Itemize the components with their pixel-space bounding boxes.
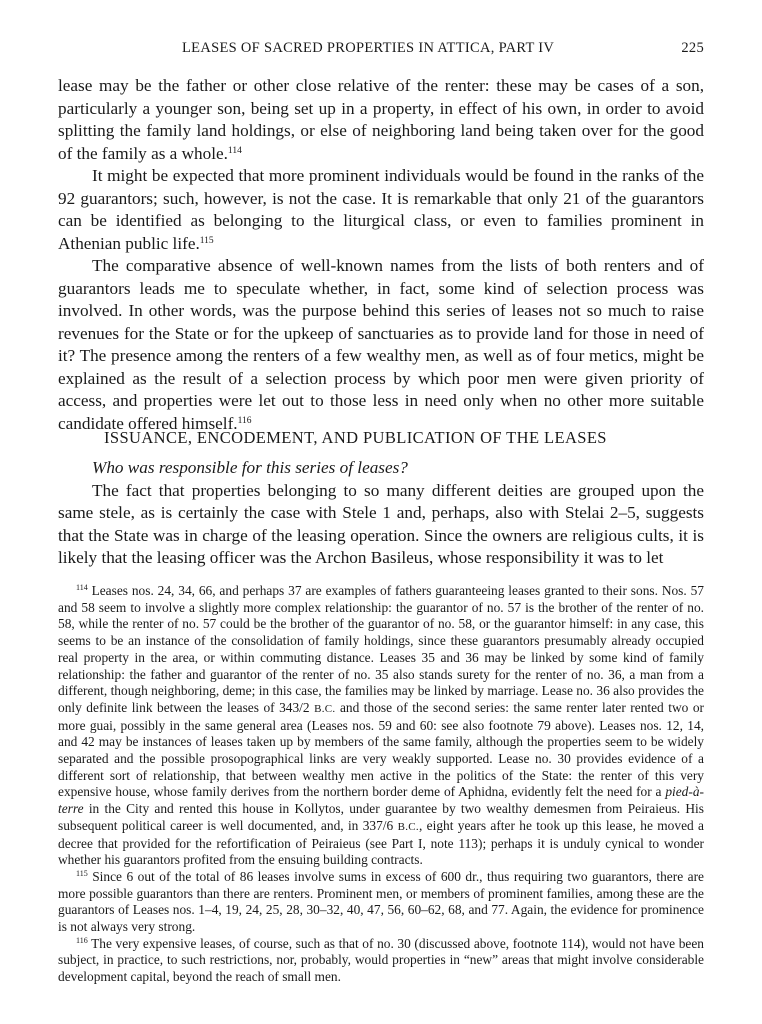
footnote-114-number: 114 — [76, 583, 88, 592]
paragraph-3-text: The comparative absence of well-known names from the lists of both renters and of guarantors leads me to speculate whether, in fact, some kind of selection process was involved. In other words, was the purpose behind this series of leases not so much to raise revenues for the State or for the upkeep of sanctuaries as to provide land for those in need of it? The presence among the renters of a few wealthy men, as well as of four metics, might be explained as the result of a selection process by which poor men were given priority of access, and properties were let out to those less in need only when no other more suitable candidate offered himself. — [58, 256, 704, 433]
footnote-116-text: The very expensive leases, of course, such as that of no. 30 (discussed above, footnote 114), would not have been subject, in practice, to such restrictions, nor, probably, would properties in “new” areas that might involve considerable development capital, beyond the reach of small men. — [58, 935, 704, 985]
paragraph-4: The fact that properties belonging to so many different deities are grouped upon the same stele, as is certainly the case with Stele 1 and, perhaps, also with Stelai 2–5, suggests that the State was in charge of the leasing operation. Since the owners are religious cults, it is likely that the leasing officer was the Archon Basileus, whose responsibility it was to let — [58, 480, 704, 567]
footnote-116-number: 116 — [76, 935, 88, 945]
paragraph-2 — [58, 165, 704, 255]
footnote-ref-116[interactable]: 116 — [237, 415, 252, 426]
footnotes — [58, 583, 704, 986]
section-text — [58, 457, 704, 570]
footnote-115-number: 115 — [76, 868, 88, 878]
paragraph-3 — [58, 255, 704, 435]
footnote-114-era-2: B.C. — [397, 820, 419, 833]
footnote-114-text-b: and those of the second series: the same renter later rented two or more guai, possibly in the same general area (Leases nos. 59 and 60: see also footnote 79 above). Leases nos. 12, 14, and 42 may be instances of leases taken up by members of the same family, although the properties seem to be widely separated and the possible prosopographical links are very weakly supported. Lease no. 30 provides evidence of a different sort of relationship, that between wealthy men active in the politics of the State: the renter of this very expensive house, whose family derives from the northern border deme of Aphidna, evidently felt the need for a — [58, 699, 704, 800]
running-title: LEASES OF SACRED PROPERTIES IN ATTICA, PART IV — [182, 40, 555, 56]
footnote-114 — [58, 583, 704, 869]
footnote-115 — [58, 869, 704, 936]
section-heading: ISSUANCE, ENCODEMENT, AND PUBLICATION OF THE LEASES — [104, 428, 607, 447]
footnote-ref-115[interactable]: 115 — [199, 235, 214, 246]
footnote-ref-114[interactable]: 114 — [227, 145, 242, 156]
paragraph-1 — [58, 75, 704, 165]
main-text — [58, 75, 704, 435]
footnote-114-era-1: B.C. — [314, 702, 336, 715]
section-question: Who was responsible for this series of leases? — [92, 458, 408, 477]
paragraph-1-text: lease may be the father or other close relative of the renter: these may be cases of a son, particularly a younger son, being set up in a property, in effect of his own, in order to avoid splitting the family land holdings, or else of neighboring land being taken over for the good of the family as a whole. — [58, 76, 704, 163]
footnote-114-text-a: Leases nos. 24, 34, 66, and perhaps 37 are examples of fathers guaranteeing leases granted to their sons. Nos. 57 and 58 seem to involve a slightly more complex relationship: the guarantor of no. 57 is the brother of the renter of no. 58, while the renter of no. 57 could be the brother of the guarantor of no. 58, or the guarantor himself: in any case, this seems to be an instance of the consolidation of family holdings, since these guarantors presumably already occupied real property in the area, or within commuting distance. Leases 35 and 36 may be linked by some kind of family relationship: the father and guarantor of the renter of no. 35 also stands surety for the renter of no. 36, a man from a different, though neighboring, deme; in this case, the families may be linked by marriage. Lease no. 36 also provides the only definite link between the leases of 343/2 — [58, 583, 704, 715]
running-head — [58, 40, 704, 62]
footnote-115-text: Since 6 out of the total of 86 leases involve sums in excess of 600 dr., thus requiring two guarantors, there are more possible guarantors than there are renters. Prominent men, or members of prominent families, among these are the guarantors of Leases nos. 1–4, 19, 24, 25, 28, 30–32, 40, 47, 56, 60–62, 68, and 77. Again, the evidence for prominence is not always very strong. — [58, 868, 704, 935]
footnote-114-italic: pied-à-terre — [58, 784, 704, 817]
footnote-116 — [58, 936, 704, 986]
footnote-114-text-c: in the City and rented this house in Kollytos, under guarantee by two wealthy demesmen from Peiraieus. His subsequent political career is well documented, and, in 337/6 — [58, 801, 704, 833]
footnote-114-text-d: , eight years after he took up this lease, he moved a decree that provided for the refortification of Peiraieus (see Part I, note 113); perhaps it is unduly cynical to wonder whether his guarantors profited from the ensuing building contracts. — [58, 817, 705, 868]
paragraph-2-text: It might be expected that more prominent individuals would be found in the ranks of the 92 guarantors; such, however, is not the case. It is remarkable that only 21 of the guarantors can be identified as belonging to the liturgical class, or even to families prominent in Athenian public life. — [58, 166, 704, 253]
page-number: 225 — [681, 40, 704, 56]
